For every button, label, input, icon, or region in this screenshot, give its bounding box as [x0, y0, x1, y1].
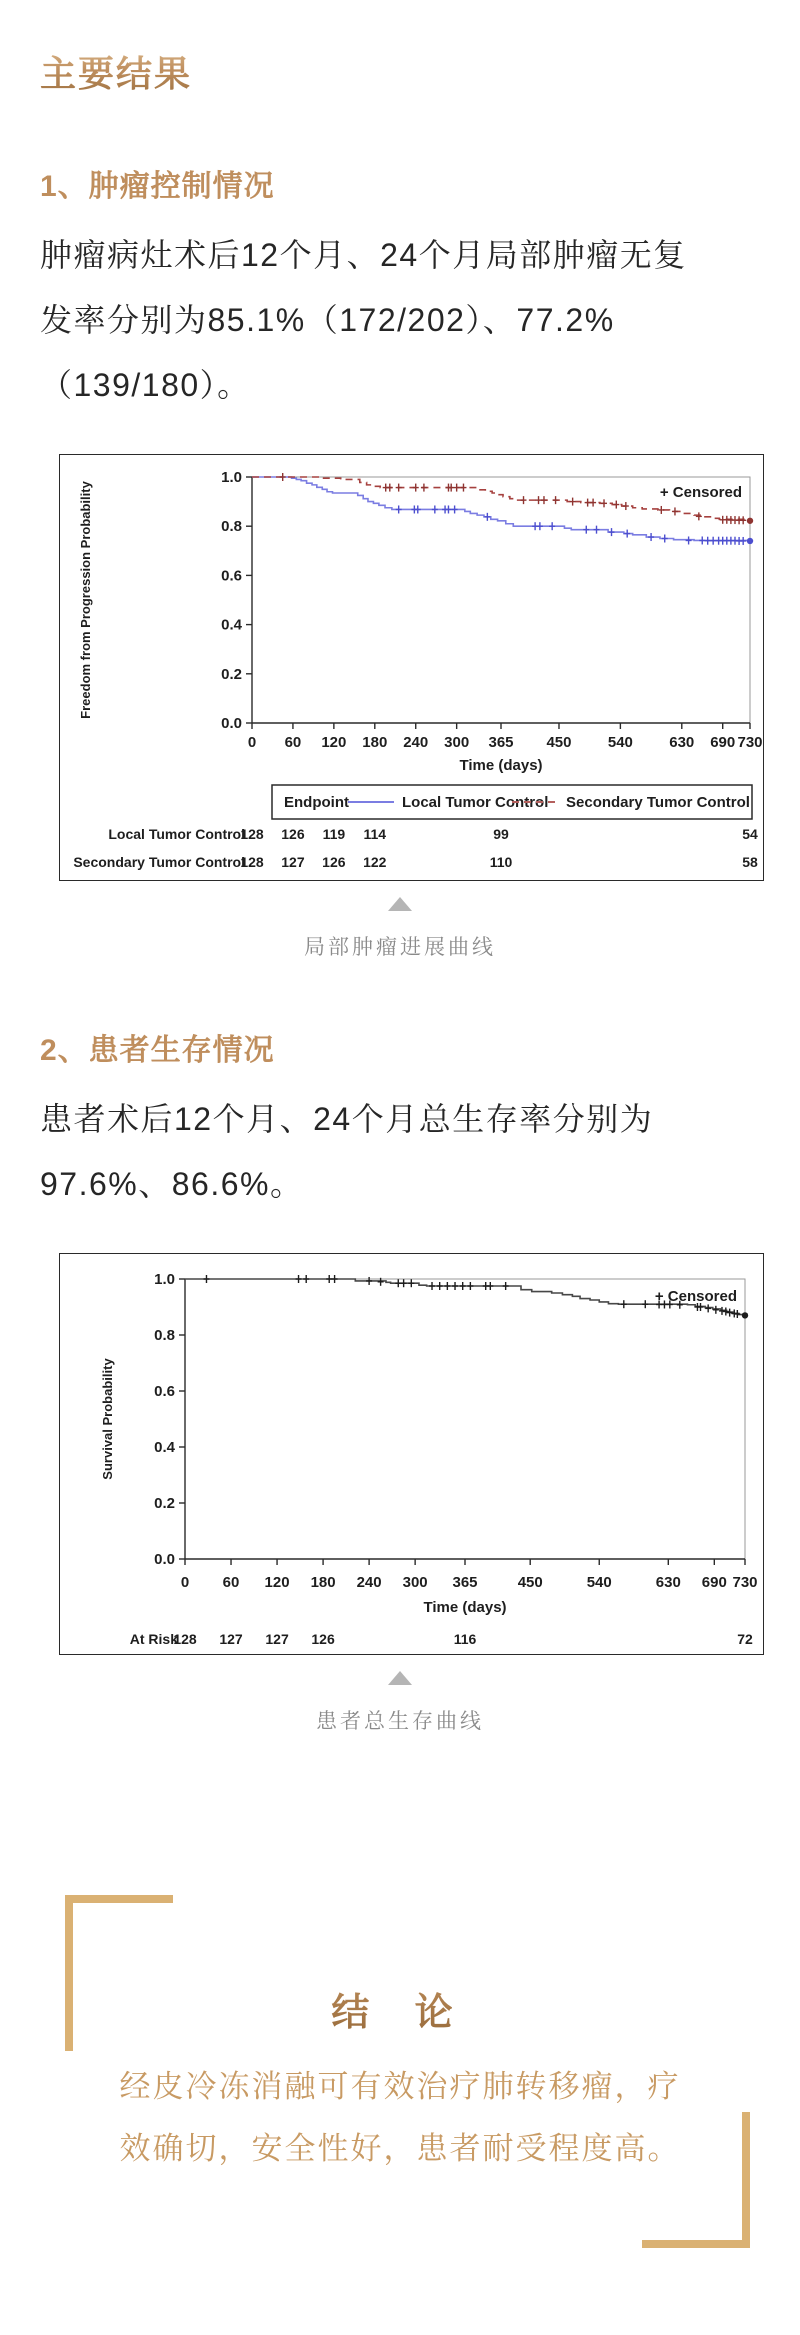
svg-text:126: 126: [322, 854, 346, 870]
svg-text:128: 128: [240, 826, 264, 842]
local-tumor-control-chart: [59, 454, 764, 881]
corner-bracket-top-left: [65, 1895, 173, 2051]
svg-text:Secondary Tumor Control: Secondary Tumor Control: [73, 854, 245, 870]
section2-paragraph: [40, 1087, 760, 1217]
section-patient-survival: [40, 1025, 760, 1735]
svg-text:1.0: 1.0: [154, 1271, 175, 1288]
svg-text:Survival Probability: Survival Probability: [100, 1358, 115, 1480]
triangle-up-icon: [388, 897, 412, 911]
svg-text:300: 300: [402, 1574, 428, 1591]
svg-text:127: 127: [281, 854, 305, 870]
conclusion-line: 效确切，安全性好，患者耐受程度高。: [119, 2131, 681, 2166]
svg-text:365: 365: [488, 734, 514, 751]
paragraph-line: 肿瘤病灶术后12个月、24个月局部肿瘤无复: [40, 237, 687, 273]
svg-text:300: 300: [444, 734, 470, 751]
svg-text:116: 116: [453, 1631, 477, 1647]
svg-text:540: 540: [607, 734, 633, 751]
svg-text:127: 127: [265, 1631, 289, 1647]
svg-text:0: 0: [247, 734, 257, 751]
paragraph-line: 发率分别为85.1%（172/202）、77.2%: [40, 302, 615, 338]
svg-text:0.6: 0.6: [154, 1383, 175, 1400]
paragraph-line: （139/180）。: [40, 367, 251, 403]
svg-text:128: 128: [240, 854, 264, 870]
figure2-caption: 患者总生存曲线: [316, 1710, 484, 1733]
svg-text:126: 126: [281, 826, 305, 842]
conclusion-panel: [40, 1895, 760, 2248]
svg-text:730: 730: [732, 1574, 758, 1591]
svg-text:1.0: 1.0: [221, 469, 242, 486]
svg-text:690: 690: [701, 1574, 727, 1591]
svg-text:690: 690: [710, 734, 736, 751]
svg-text:Time (days): Time (days): [459, 757, 543, 774]
svg-text:0.6: 0.6: [221, 567, 242, 585]
svg-text:122: 122: [363, 854, 387, 870]
svg-text:+ Censored: + Censored: [654, 1288, 737, 1305]
figure1-caption: 局部肿瘤进展曲线: [304, 936, 496, 959]
svg-text:60: 60: [222, 1574, 240, 1591]
svg-text:540: 540: [586, 1574, 612, 1591]
svg-text:Time (days): Time (days): [423, 1599, 507, 1616]
svg-text:At Risk: At Risk: [129, 1631, 178, 1647]
figure2-caption-block: [40, 1671, 760, 1735]
section1-heading: 1、肿瘤控制情况: [40, 170, 275, 203]
section1-paragraph: [40, 223, 760, 418]
svg-text:Endpoint: Endpoint: [284, 794, 349, 811]
svg-text:730: 730: [737, 734, 763, 751]
triangle-up-icon: [388, 1671, 412, 1685]
conclusion-line: 经皮冷冻消融可有效治疗肺转移瘤，疗: [119, 2069, 681, 2104]
svg-text:114: 114: [363, 826, 387, 842]
svg-text:180: 180: [362, 734, 388, 751]
km-plot-freedom-from-progression: [60, 455, 763, 880]
svg-text:0.0: 0.0: [154, 1551, 175, 1568]
svg-text:60: 60: [284, 734, 302, 751]
svg-text:0.8: 0.8: [221, 518, 242, 536]
paragraph-line: 患者术后12个月、24个月总生存率分别为: [40, 1101, 654, 1137]
svg-text:0.2: 0.2: [221, 665, 242, 683]
corner-bracket-bottom-right: [642, 2112, 750, 2248]
svg-text:119: 119: [322, 826, 346, 842]
svg-text:0.8: 0.8: [154, 1327, 175, 1344]
svg-text:Local Tumor Control: Local Tumor Control: [402, 794, 549, 811]
overall-survival-chart: [59, 1253, 764, 1655]
svg-text:365: 365: [452, 1574, 478, 1591]
svg-text:Local Tumor Control: Local Tumor Control: [108, 826, 245, 842]
svg-text:110: 110: [489, 854, 513, 870]
svg-text:450: 450: [517, 1574, 543, 1591]
svg-text:0.4: 0.4: [154, 1439, 175, 1456]
svg-text:120: 120: [321, 734, 347, 751]
svg-text:0.0: 0.0: [221, 715, 242, 732]
svg-text:Secondary Tumor Control: Secondary Tumor Control: [566, 794, 750, 811]
svg-text:99: 99: [493, 826, 509, 842]
svg-text:126: 126: [311, 1631, 335, 1647]
section-tumor-control: [40, 161, 763, 961]
paragraph-line: 97.6%、86.6%。: [40, 1166, 304, 1202]
svg-text:240: 240: [356, 1574, 382, 1591]
svg-text:58: 58: [742, 854, 758, 870]
svg-text:127: 127: [219, 1631, 243, 1647]
svg-text:128: 128: [173, 1631, 197, 1647]
svg-text:0.2: 0.2: [154, 1495, 175, 1512]
svg-text:630: 630: [655, 1574, 681, 1591]
section2-heading: 2、患者生存情况: [40, 1034, 275, 1067]
svg-text:72: 72: [737, 1631, 753, 1647]
svg-text:+ Censored: + Censored: [659, 484, 742, 501]
km-plot-overall-survival: [60, 1254, 763, 1654]
conclusion-title: 结 论: [40, 1895, 760, 2036]
svg-text:450: 450: [546, 734, 572, 751]
figure1-caption-block: [40, 897, 760, 961]
svg-text:0.4: 0.4: [221, 616, 242, 634]
svg-text:240: 240: [403, 734, 429, 751]
bottom-whitespace: [40, 2248, 760, 2335]
svg-text:54: 54: [742, 826, 758, 842]
page-title: 主要结果: [40, 46, 760, 97]
svg-text:0: 0: [180, 1574, 190, 1591]
svg-text:120: 120: [264, 1574, 290, 1591]
svg-text:180: 180: [310, 1574, 336, 1591]
svg-text:Freedom from Progression Proba: Freedom from Progression Probability: [78, 481, 93, 719]
svg-text:630: 630: [669, 734, 695, 751]
